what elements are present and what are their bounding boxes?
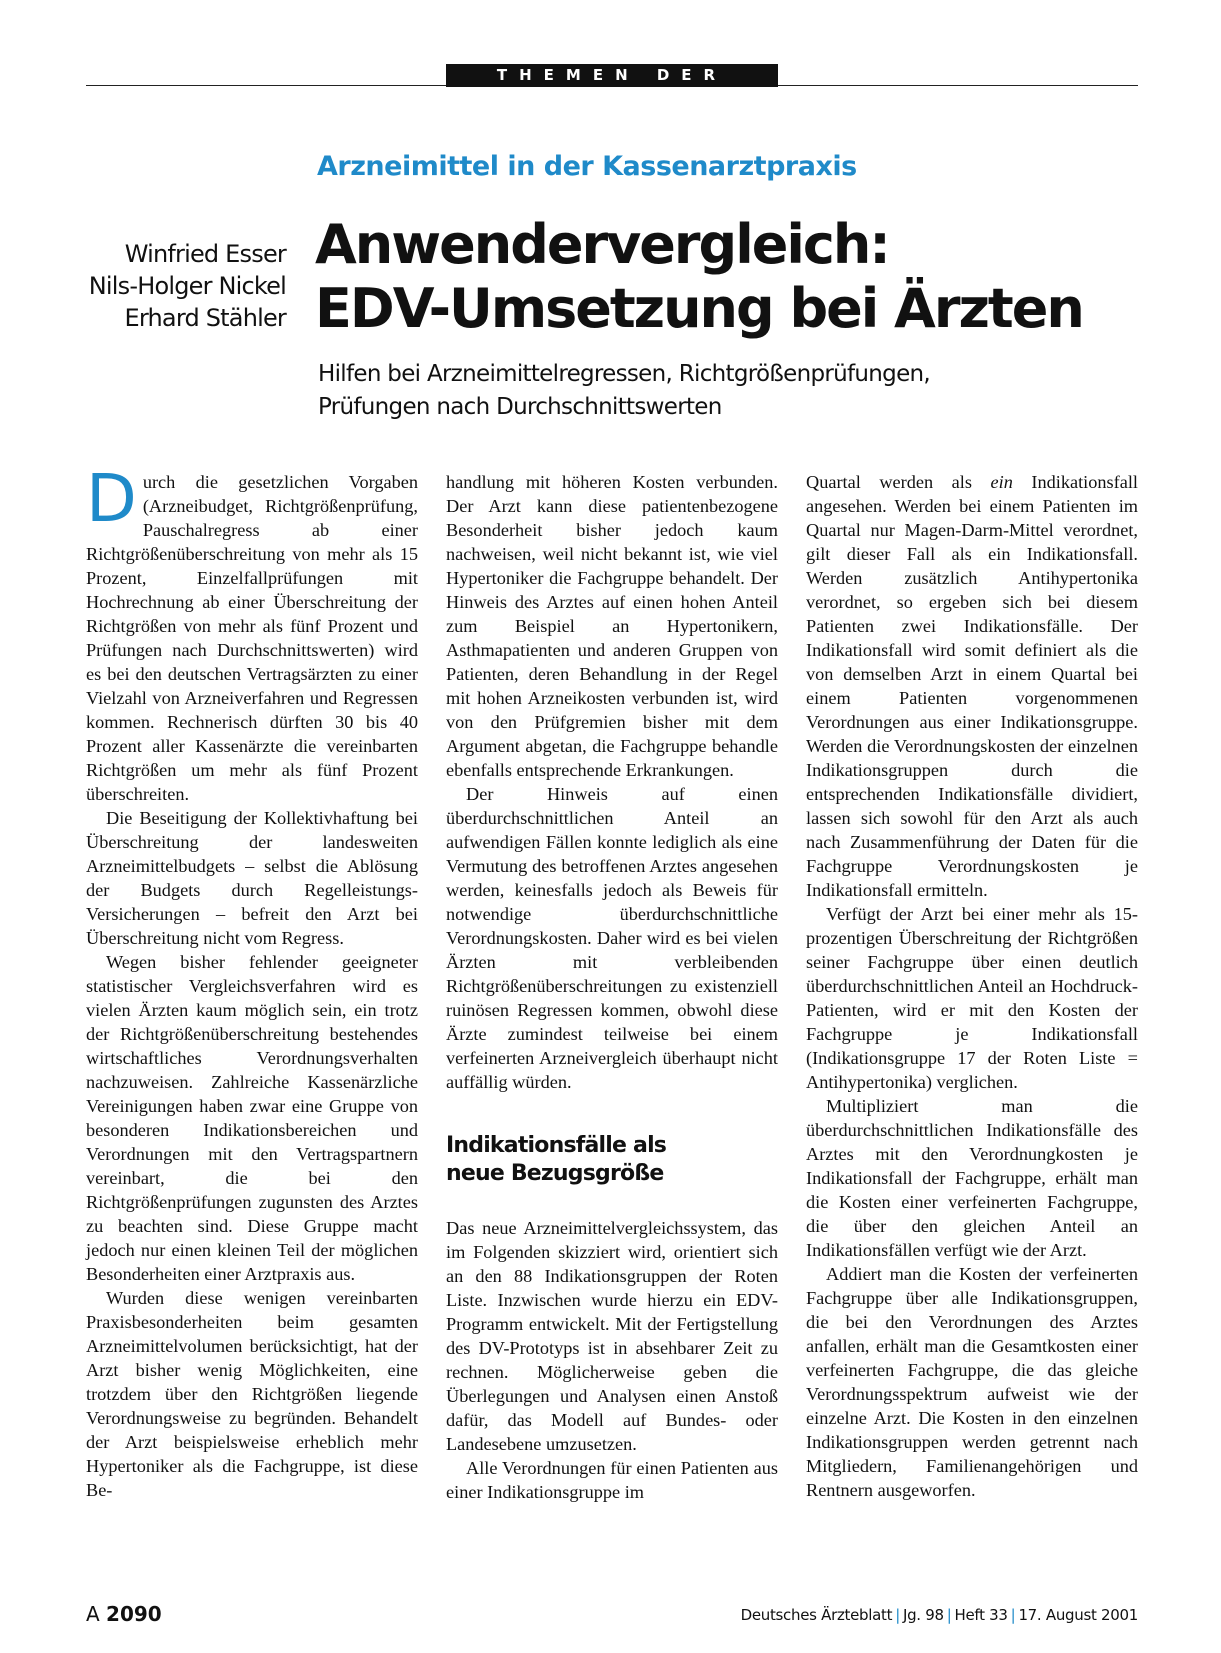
paragraph: Der Hinweis auf einen überdurchschnittlichen Anteil an aufwendigen Fällen konnte lediglich als eine Vermutung des betroffenen Arztes angesehen werden, keinesfalls jedoch als Beweis für notwendige überdurchschnittliche Verordnungskosten. Daher wird es bei vielen Ärzten mit verbleibenden Richtgrößenüberschreitungen zu existenziell ruinösen Regressen kommen, obwohl diese Ärzte zumindest teilweise bei einem verfeinerten Arzneivergleich überhaupt nicht auffällig würden. bbox=[446, 784, 778, 1092]
article-kicker: Arzneimittel in der Kassenarztpraxis bbox=[317, 151, 857, 182]
emphasis: ein bbox=[990, 472, 1013, 492]
separator: | bbox=[895, 1606, 900, 1624]
paragraph: handlung mit höheren Kosten verbunden. Der Arzt kann diese patientenbezogene Besonderheit bisher jedoch kaum nachweisen, weil nicht bekannt ist, wie viel Hypertoniker die Fachgruppe behandelt. Der Hinweis des Arztes auf einen hohen Anteil zum Beispiel an Hypertonikern, Asthmapatienten und anderen Gruppen von Patienten, deren Behandlung in der Regel mit hohen Arzneikosten verbunden ist, wird von den Prüfgremien bisher mit dem Argument abgetan, die Fachgruppe behandle ebenfalls entsprechende Erkrankungen. bbox=[446, 472, 778, 780]
section-label: THEMEN DER ZEIT bbox=[446, 64, 778, 87]
subtitle-line: Prüfungen nach Durchschnittswerten bbox=[318, 394, 722, 420]
paragraph: Wurden diese wenigen vereinbarten Praxisbesonderheiten beim gesamten Arzneimittelvolumen berücksichtigt, hat der Arzt bisher wenig Möglichkeiten, eine trotzdem über den Richtgrößen liegende Verordnungsweise zu begründen. Behandelt der Arzt beispielsweise erheblich mehr Hypertoniker als die Fachgruppe, ist diese Be- bbox=[86, 1288, 418, 1500]
title-line: EDV-Umsetzung bei Ärzten bbox=[315, 277, 1083, 340]
author-name: Nils-Holger Nickel bbox=[88, 272, 286, 300]
journal-name: Deutsches Ärzteblatt bbox=[740, 1606, 893, 1624]
heading-line: neue Bezugsgröße bbox=[446, 1161, 664, 1186]
journal-volume: Jg. 98 bbox=[902, 1606, 944, 1624]
paragraph: Die Beseitigung der Kollektivhaftung bei Überschreitung der landesweiten Arzneimittelbudgets – selbst die Ablösung der Budgets durch Regelleistungs-Versicherungen – befreit den Arzt bei Überschreitung nicht vom Regress. bbox=[86, 808, 418, 948]
author-name: Winfried Esser bbox=[124, 240, 286, 268]
paragraph-text: urch die gesetzlichen Vorgaben (Arzneibudget, Richtgrößenprüfung, Pauschalregress ab einer Richtgrößenüberschreitung von mehr als 15 Prozent, Einzelfallprüfungen mit Hochrechnung ab einer Überschreitung der Richtgrößen von mehr als fünf Prozent und Prüfungen nach Durchschnittswerten) wird es bei den deutschen Vertragsärzten zu einer Vielzahl von Arzneiverfahren und Regressen kommen. Rechnerisch dürften 30 bis 40 Prozent aller Kassenärzte die vereinbarten Richtgrößen um mehr als fünf Prozent überschreiten. bbox=[86, 472, 418, 804]
publication-date: 17. August 2001 bbox=[1018, 1606, 1138, 1624]
paragraph: Wegen bisher fehlender geeigneter statistischer Vergleichsverfahren wird es vielen Ärzten kaum möglich sein, ein trotz der Richtgrößenüberschreitung bestehendes wirtschaftliches Verordnungsverhalten nachzuweisen. Zahlreiche Kassenärzliche Vereinigungen haben zwar eine Gruppe von besonderen Indikationsbereichen und Verordnungen mit den Vertragspartnern vereinbart, die bei den Richtgrößenprüfungen zugunsten des Arztes zu beachten sind. Diese Gruppe macht jedoch nur einen kleinen Teil der möglichen Besonderheiten einer Arztpraxis aus. bbox=[86, 952, 418, 1284]
paragraph-text: Quartal werden als bbox=[806, 472, 991, 492]
paragraph bbox=[86, 460, 418, 806]
text-column-2 bbox=[446, 470, 778, 1504]
page-prefix: A bbox=[86, 1602, 100, 1626]
paragraph: Alle Verordnungen für einen Patienten aus einer Indikationsgruppe im bbox=[446, 1458, 778, 1502]
publication-info bbox=[741, 1606, 1138, 1624]
author-list bbox=[70, 238, 286, 334]
paragraph: Das neue Arzneimittelvergleichssystem, das im Folgenden skizziert wird, orientiert sich an den 88 Indikationsgruppen der Roten Liste. Inzwischen wurde hierzu ein EDV-Programm entwickelt. Mit der Fertigstellung des DV-Prototyps ist in absehbarer Zeit zu rechnen. Möglicherweise geben die Überlegungen und Analysen einen Anstoß dafür, das Modell auf Bundes- oder Landesebene umzusetzen. bbox=[446, 1218, 778, 1454]
separator: | bbox=[1010, 1606, 1016, 1624]
drop-cap: D bbox=[86, 460, 137, 537]
paragraph: Multipliziert man die überdurchschnittlichen Indikationsfälle des Arztes mit den Verordnungkosten je Indikationsfall der Fachgruppe, erhält man die Kosten einer verfeinerten Fachgruppe, die über den gleichen Anteil an Indikationsfällen verfügt wie der Arzt. bbox=[806, 1096, 1138, 1260]
separator: | bbox=[946, 1606, 952, 1624]
title-line: Anwendervergleich: bbox=[315, 213, 889, 276]
heading-line: Indikationsfälle als bbox=[446, 1133, 667, 1158]
article-subtitle bbox=[318, 358, 1118, 424]
text-column-1 bbox=[86, 460, 418, 1502]
paragraph: Addiert man die Kosten der verfeinerten Fachgruppe über alle Indikationsgruppen, die bei den Verordnungen des Arztes anfallen, erhält man die Gesamtkosten einer verfeinerten Fachgruppe, die das gleiche Verordnungsspektrum aufweist wie der einzelne Arzt. Die Kosten in den einzelnen Indikationsgruppen werden getrennt nach Mitgliedern, Familienangehörigen und Rentnern ausgeworfen. bbox=[806, 1264, 1138, 1500]
paragraph-text: Indikationsfall angesehen. Werden bei einem Patienten im Quartal nur Magen-Darm-Mittel verordnet, gilt dieser Fall als ein Indikationsfall. Werden zusätzlich Antihypertonika verordnet, so ergeben sich bei diesem Patienten zwei Indikationsfälle. Der Indikationsfall wird somit definiert als die von demselben Arzt in einem Quartal bei einem Patienten vorgenommenen Verordnungen aus einer Indikationsgruppe. Werden die Verordnungskosten der einzelnen Indikationsgruppen durch die entsprechenden Indikationsfälle dividiert, lassen sich sowohl für den Arzt als auch nach Zusammenführung der Daten für die Fachgruppe Verordnungskosten je Indikationsfall ermitteln. bbox=[806, 472, 1139, 900]
paragraph: Verfügt der Arzt bei einer mehr als 15-prozentigen Überschreitung der Richtgrößen seiner Fachgruppe über einen deutlich überdurchschnittlichen Anteil an Hochdruck-Patienten, wird er mit den Kosten der Fachgruppe je Indikationsfall (Indikationsgruppe 17 der Roten Liste = Antihypertonika) verglichen. bbox=[806, 904, 1138, 1092]
section-heading bbox=[446, 1132, 778, 1188]
text-column-3 bbox=[806, 470, 1138, 1502]
subtitle-line: Hilfen bei Arzneimittelregressen, Richtgrößenprüfungen, bbox=[318, 361, 931, 387]
author-name: Erhard Stähler bbox=[124, 304, 286, 332]
paragraph bbox=[806, 470, 1138, 902]
page-number-value: 2090 bbox=[106, 1602, 162, 1626]
journal-issue: Heft 33 bbox=[954, 1606, 1008, 1624]
page-number bbox=[86, 1602, 162, 1626]
article-title bbox=[315, 213, 1083, 341]
